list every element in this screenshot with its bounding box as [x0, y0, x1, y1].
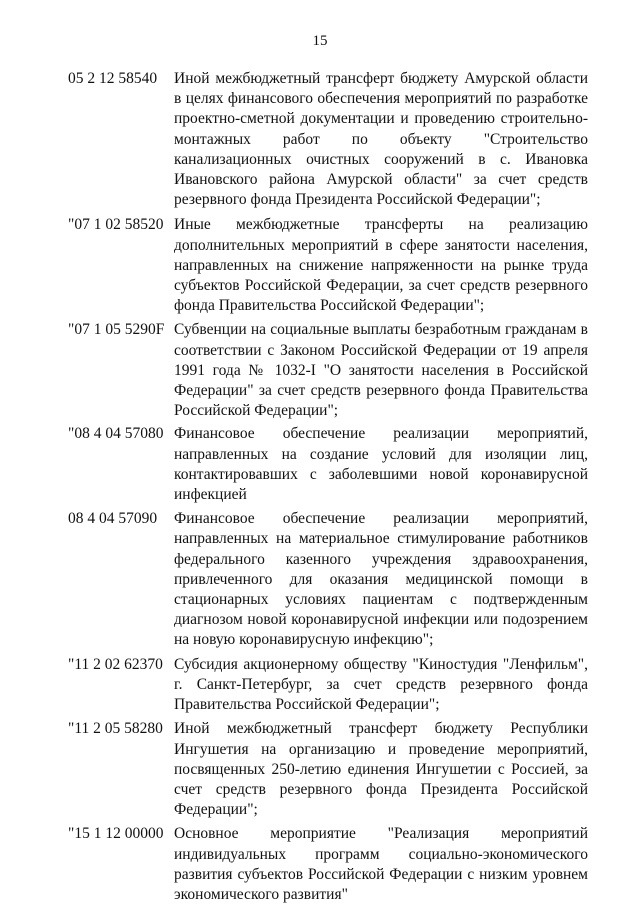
list-item: [68, 215, 588, 316]
budget-code: "08 4 04 57080: [68, 425, 164, 443]
list-item: [68, 424, 588, 505]
budget-code: "11 2 02 62370: [68, 655, 163, 673]
budget-code-list: [68, 69, 588, 905]
budget-code-description: Субсидия акционерному обществу "Киностудия "Ленфильм", г. Санкт-Петербург, за счет средств резервного фонда Правительства Российской Федерации";: [174, 655, 588, 714]
list-item: [68, 655, 588, 716]
page-number: 15: [312, 33, 328, 49]
budget-code-description: Иные межбюджетные трансферты на реализацию дополнительных мероприятий в сфере занятости населения, направленных на снижение напряженности на рынке труда субъектов Российской Федерации, за счет средств резервного фонда Правительства Российской Федерации";: [174, 216, 588, 315]
list-item: [68, 719, 588, 820]
budget-code: "07 1 05 5290F: [68, 321, 165, 339]
budget-code: 05 2 12 58540: [68, 70, 158, 87]
budget-code-description: Основное мероприятие "Реализация мероприятий индивидуальных программ социально-экономического развития субъектов Российской Федерации с низким уровнем экономического развития": [174, 825, 588, 903]
budget-code-description: Иной межбюджетный трансферт бюджету Амурской области в целях финансового обеспечения мероприятий по разработке проектно-сметной документации и проведению строительно-монтажных работ по объекту "Строительство канализационных очистных сооружений в с. Ивановка Ивановского района Амурской области" за счет средств резервного фонда Президента Российской Федерации";: [174, 70, 588, 209]
list-item: [68, 509, 588, 650]
budget-code-description: Финансовое обеспечение реализации мероприятий, направленных на создание условий для изоляции лиц, контактировавших с заболевшими новой коронавирусной инфекцией: [174, 425, 588, 504]
list-item: [68, 320, 588, 421]
budget-code: 08 4 04 57090: [68, 510, 158, 528]
budget-code: "07 1 02 58520: [68, 216, 164, 234]
budget-code-description: Финансовое обеспечение реализации мероприятий, направленных на материальное стимулирование работников федерального казенного учреждения здравоохранения, привлеченного для оказания медицинской помощи в стационарных условиях пациентам с подтвержденным диагнозом новой коронавирусной инфекции или подозрением на новую коронавирусную инфекцию";: [174, 510, 588, 649]
list-item: [68, 69, 588, 210]
budget-code: "11 2 05 58280: [68, 720, 163, 738]
budget-code-description: Иной межбюджетный трансферт бюджету Республики Ингушетия на организацию и проведение мероприятий, посвященных 250-летию единения Ингушетии с Россией, за счет средств резервного фонда Президента Российской Федерации";: [174, 720, 588, 819]
budget-code: "15 1 12 00000: [68, 825, 164, 843]
budget-code-description: Субвенции на социальные выплаты безработным гражданам в соответствии с Законом Российской Федерации от 19 апреля 1991 года № 1032-I "О занятости населения в Российской Федерации" за счет средств резервного фонда Правительства Российской Федерации";: [174, 321, 588, 420]
list-item: [68, 824, 588, 905]
